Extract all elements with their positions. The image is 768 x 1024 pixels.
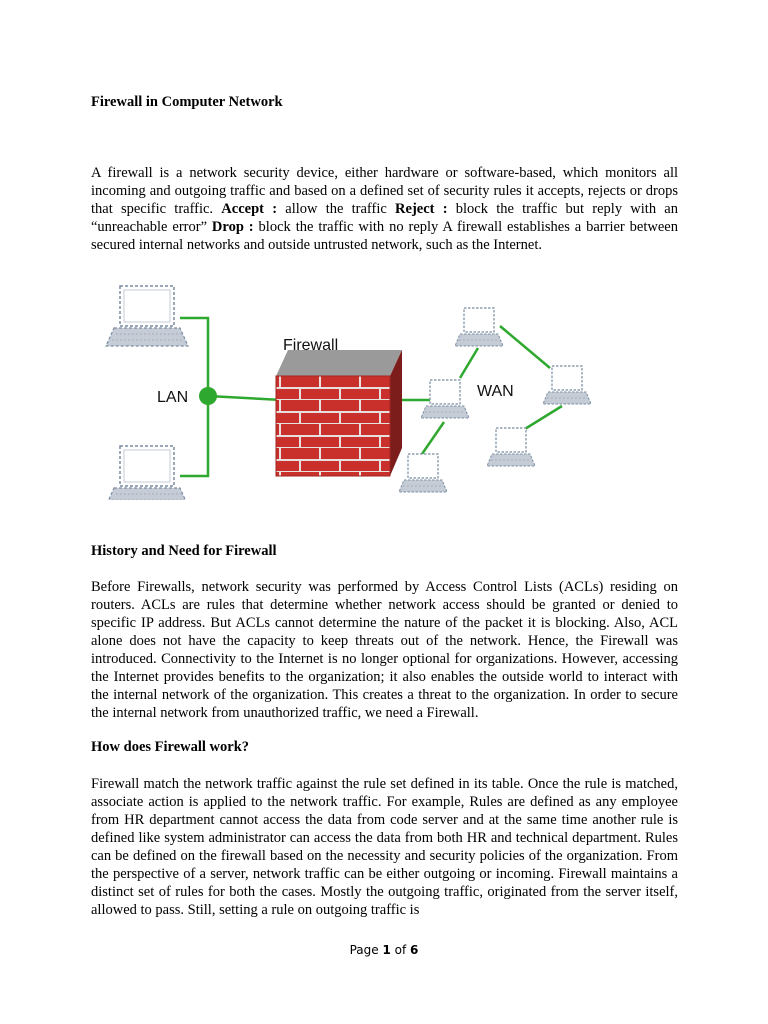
- section-paragraph-history: Before Firewalls, network security was performed by Access Control Lists (ACLs) residing on routers. ACLs are rules that determine whether network access should be granted or denied to specific IP address. But ACLs cannot determine the nature of the packet it is blocking. Also, ACL alone does not have the capacity to keep threats out of the network. Hence, the Firewall was introduced. Connectivity to the Internet is no longer optional for organizations. However, accessing the Internet provides benefits to the organization; it also enables the outside world to interact with the internal network of the organization. This creates a threat to the organization. In order to secure the internal network from unauthorized traffic, we need a Firewall.: [91, 579, 678, 721]
- lan-hub: [199, 387, 217, 405]
- reject-text: block the traffic but reply with an “unreachable error”: [91, 201, 678, 235]
- section-paragraph-how-it-works: Firewall match the network traffic against the rule set defined in its table. Once the rule is matched, associate action is applied to the network traffic. For example, Rules are defined as any employee from HR department cannot access the data from code server and at the same time another rule is defined like system administrator can access the data from both HR and technical department. Rules can be defined on the firewall based on the necessity and security policies of the organization. From the perspective of a server, network traffic can be either outgoing or incoming. Firewall maintains a distinct set of rules for both the cases. Mostly the outgoing traffic, originated from the server itself, allowed to pass. Still, setting a rule on outgoing traffic is: [91, 776, 678, 918]
- firewall-label: Firewall: [283, 337, 339, 354]
- wan-laptop-4-icon: [487, 428, 535, 466]
- document-title: Firewall in Computer Network: [91, 94, 283, 110]
- lan-label: LAN: [157, 389, 189, 406]
- wan-laptop-1-icon: [455, 308, 503, 346]
- section-heading-how-it-works: How does Firewall work?: [91, 739, 250, 755]
- firewall-network-diagram: [100, 280, 600, 500]
- accept-text: allow the traffic: [277, 201, 396, 217]
- wan-link-4: [422, 422, 444, 454]
- wan-laptop-3-icon: [543, 366, 591, 404]
- wan-label: WAN: [477, 383, 514, 400]
- footer-total-pages: 6: [410, 943, 419, 957]
- wan-laptop-5-icon: [399, 454, 447, 492]
- footer-prefix: Page: [349, 943, 383, 957]
- lan-link-top: [180, 318, 208, 396]
- page-footer: [0, 943, 768, 957]
- reject-label: Reject :: [395, 201, 448, 217]
- wan-link-2: [500, 326, 550, 368]
- footer-middle: of: [390, 943, 411, 957]
- accept-label: Accept :: [221, 201, 278, 217]
- intro-paragraph: [91, 164, 678, 254]
- intro-text-1: A firewall is a network security device, either hardware or software-based, which monitors all incoming and outgoing traffic and based on a defined set of security rules it accepts, rejects or drops that specific traffic.: [91, 165, 678, 217]
- lan-laptop-top-icon: [106, 286, 188, 346]
- footer-current-page: 1: [382, 943, 391, 957]
- firewall-wall-icon: [276, 350, 402, 476]
- lan-to-firewall-link: [208, 396, 282, 400]
- wan-link-1: [460, 348, 478, 378]
- drop-text: block the traffic with no reply A firewall establishes a barrier between secured internal networks and outside untrusted network, such as the Internet.: [91, 219, 678, 253]
- section-heading-history: History and Need for Firewall: [91, 543, 277, 559]
- lan-link-bottom: [180, 396, 208, 476]
- drop-label: Drop :: [211, 219, 254, 235]
- lan-laptop-bottom-icon: [106, 446, 188, 500]
